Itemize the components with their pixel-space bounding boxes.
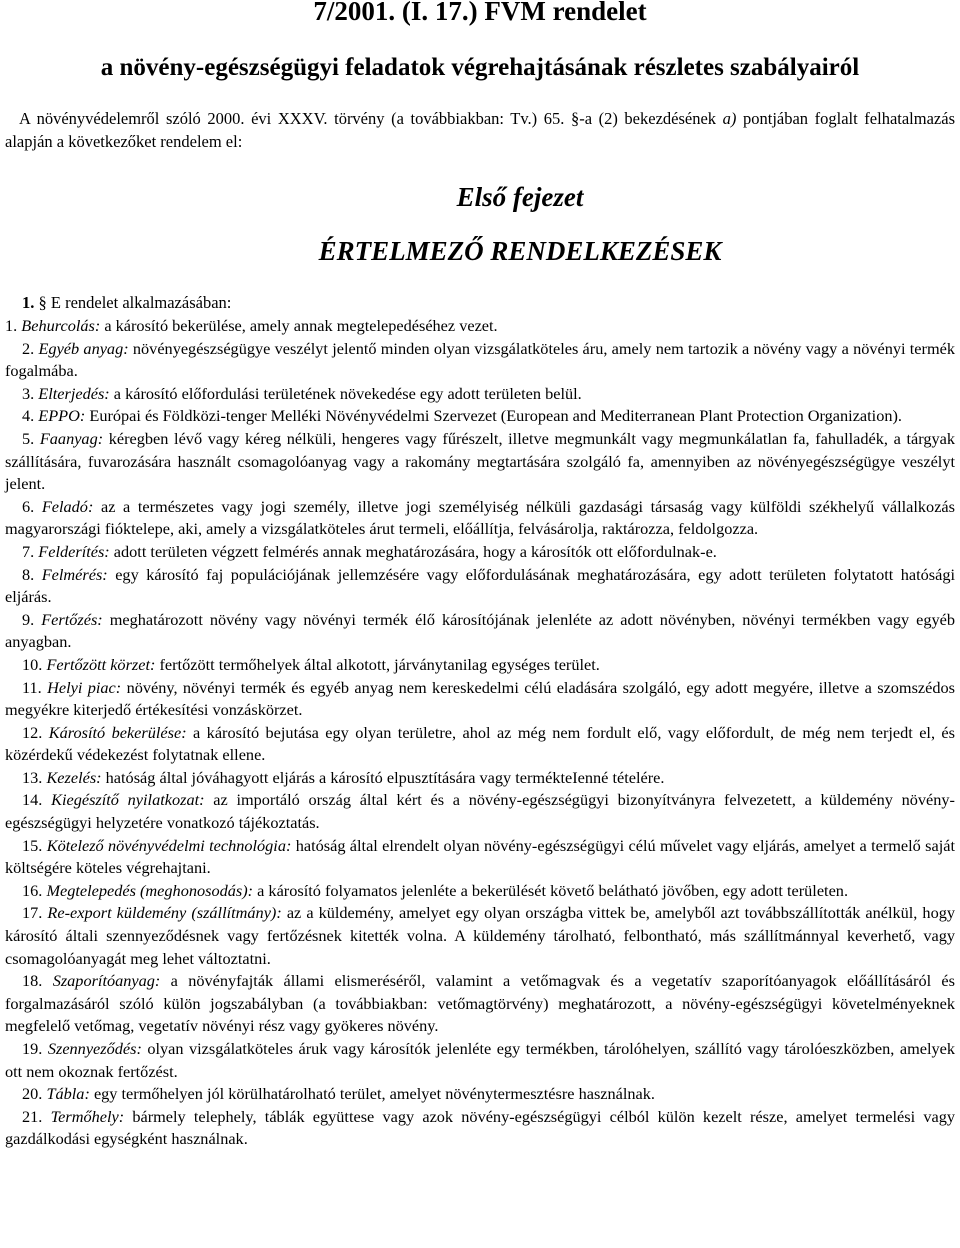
definition-text: olyan vizsgálatköteles áruk vagy károsítók jelenléte egy termékben, tárolóhelyen, szállító vagy tárolóeszközben, amelyek ott nem okoznak fertőzést. — [5, 1039, 955, 1081]
definition-term: Megtelepedés (meghonosodás): — [46, 880, 254, 900]
definition-item — [5, 405, 955, 428]
definition-text: kéregben lévő vagy kéreg nélküli, hengeres vagy fűrészelt, illetve megmunkált vagy megmunkálatlan fa, fahulladék, a tárgyak szállítására, fuvarozására használt csomagolóanyag vagy a rakomány megtartására szolgáló fa, amennyiben az növényegészségügye veszélyt jelent. — [5, 428, 955, 494]
definition-item — [5, 1083, 955, 1106]
section-text: E rendelet alkalmazásában: — [46, 293, 232, 312]
definition-number: 21. — [22, 1106, 43, 1126]
chapter-subtitle: ÉRTELMEZŐ RENDELKEZÉSEK — [318, 236, 722, 266]
definition-item — [5, 1106, 955, 1151]
definition-term: Kiegészítő nyilatkozat: — [51, 790, 205, 810]
definition-term: Felderítés: — [38, 541, 110, 561]
intro-italic: a) — [722, 109, 737, 128]
definition-text: Európai és Földközi-tenger Melléki Növényvédelmi Szervezet (European and Mediterranean Plant Protection Organization). — [85, 406, 902, 426]
definition-text: növény, növényi termék és egyéb anyag nem kereskedelmi célú eladására szolgáló, egy adott megyére, illetve a szomszédos megyékre kiterjedő értékesítési vonzáskörzet. — [5, 677, 956, 720]
intro-after: pontjában foglalt felhatalmazás alapján a következőket rendelem el: — [5, 109, 955, 151]
definition-item — [5, 722, 955, 767]
definition-number: 2. — [22, 338, 35, 358]
definition-number: 1. — [5, 316, 18, 335]
intro-before: A növényvédelemről szóló 2000. évi XXXV. törvény (a továbbiakban: Tv.) 65. §-a (2) bekezdésének — [19, 109, 723, 128]
definition-item — [5, 383, 955, 406]
definition-text: a növényfajták állami elismeréséről, valamint a vetőmagvak és a vegetatív szaporítóanyagok előállításáról és forgalmazásáról szóló külön jogszabályban (a továbbiakban: vetőmagtörvény) meghatározott, a növény-egészségügyi követelményeknek megfelelő vetőmag, vegetatív növényi rész vagy gyökeres növény. — [5, 971, 955, 1036]
definition-item — [5, 1038, 955, 1083]
definition-item — [5, 315, 955, 338]
definition-item — [5, 767, 955, 790]
chapter-title: Első fejezet — [456, 182, 584, 212]
definition-term: Szennyeződés: — [47, 1039, 142, 1058]
definition-item — [5, 835, 955, 880]
definition-item — [5, 970, 955, 1038]
definition-term: Faanyag: — [39, 428, 104, 448]
definition-item — [5, 338, 955, 383]
definition-number: 5. — [22, 428, 35, 448]
definition-term: Károsító bekerülése: — [48, 722, 187, 742]
section-heading — [22, 292, 231, 314]
definition-number: 13. — [22, 767, 43, 787]
definition-term: Felmérés: — [41, 564, 108, 584]
definition-number: 14. — [22, 790, 43, 810]
definition-number: 19. — [22, 1039, 43, 1058]
definition-text: egy károsító faj populációjának jellemzésére vagy előfordulásának meghatározására, egy adott területen folytatott hatósági eljárás. — [5, 564, 956, 607]
definition-item — [5, 902, 955, 970]
section-sign: § — [38, 293, 47, 312]
definition-number: 16. — [22, 880, 43, 900]
definition-number: 12. — [22, 722, 43, 742]
definition-item — [5, 541, 955, 564]
definition-text: bármely telephely, táblák együttese vagy azok növény-egészségügyi célból külön kezelt része, amelyet termelési vagy gazdálkodási egységként használnak. — [5, 1106, 956, 1149]
definition-number: 9. — [22, 609, 35, 629]
definition-text: adott területen végzett felmérés annak meghatározására, hogy a károsítók ott előfordulnak-e. — [109, 541, 717, 561]
definitions-list — [5, 315, 955, 1151]
definition-item — [5, 609, 955, 654]
definition-text: fertőzött termőhelyek által alkotott, járványtanilag egységes terület. — [155, 654, 600, 674]
definition-number: 6. — [22, 496, 35, 516]
definition-text: növényegészségügye veszélyt jelentő minden olyan vizsgálatköteles áru, amely nem tartozik a növény vagy a növényi termék fogalmába. — [5, 338, 955, 381]
definition-term: Szaporítóanyag: — [52, 971, 161, 991]
definition-number: 8. — [22, 564, 35, 584]
definition-number: 7. — [22, 541, 35, 561]
definition-number: 18. — [22, 971, 43, 991]
definition-text: az a küldemény, amelyet egy olyan országba vittek be, amelyből azt továbbszállították anélkül, hogy károsító általi szennyeződésnek vagy fertőzésnek kitették volna. A küldemény tárolható, felbontható, más szállítmánnyal keverhető, vagy csomagolóanyagát meg lehet változtatni. — [5, 903, 955, 968]
definition-term: Helyi piac: — [47, 677, 122, 697]
definition-number: 10. — [22, 654, 43, 674]
document-title: 7/2001. (I. 17.) FVM rendelet — [313, 0, 647, 26]
document-subtitle: a növény-egészségügyi feladatok végrehajtásának részletes szabályairól — [100, 54, 860, 81]
definition-text: hatóság által elrendelt olyan növény-egészségügyi célú művelet vagy eljárás, amelyet a termelő saját költségére köteles végrehajtani. — [5, 835, 955, 878]
definition-term: Feladó: — [41, 496, 94, 516]
definition-number: 4. — [22, 406, 35, 426]
definition-text: egy termőhelyen jól körülhatárolható terület, amelyet növénytermesztésre használnak. — [89, 1084, 655, 1104]
definition-text: meghatározott növény vagy növényi termék élő károsítójának jelenléte az adott növényben, növényi termékben vagy egyéb anyagban. — [5, 609, 955, 652]
definition-term: Fertőzött körzet: — [46, 654, 156, 674]
definition-text: a károsító folyamatos jelenléte a bekerülését követő belátható jövőben, egy adott területen. — [253, 880, 849, 900]
definition-term: Termőhely: — [50, 1106, 125, 1126]
section-number: 1. — [22, 293, 35, 312]
definition-number: 11. — [22, 677, 42, 697]
definition-number: 17. — [22, 903, 43, 923]
definition-text: az a természetes vagy jogi személy, illetve jogi személyiség nélküli gazdasági társaság vagy külföldi székhelyű vállalkozás magyarországi fióktelepe, aki, amely a vizsgálatköteles árut termeli, előállítja, felvásárolja, raktározza, feldolgozza. — [5, 496, 955, 539]
definition-number: 15. — [22, 835, 43, 855]
definition-term: Kezelés: — [46, 767, 102, 787]
definition-term: Behurcolás: — [21, 316, 101, 335]
definition-term: Elterjedés: — [38, 383, 110, 403]
definition-number: 20. — [22, 1084, 43, 1104]
definition-text: hatóság által jóváhagyott eljárás a károsító elpusztítására vagy termékteIenné tételére. — [101, 767, 665, 787]
definition-item — [5, 789, 955, 834]
definition-item — [5, 654, 955, 677]
definition-item — [5, 564, 955, 609]
definition-text: az importáló ország által kért és a növény-egészségügyi bizonyítványra felvezetett, a küldemény növény-egészségügyi helyzetére vonatkozó tájékoztatás. — [5, 790, 955, 833]
definition-term: Egyéb anyag: — [38, 338, 129, 358]
definition-term: Kötelező növényvédelmi technológia: — [46, 835, 292, 855]
definition-item — [5, 677, 955, 722]
definition-item — [5, 496, 955, 541]
definition-term: Re-export küldemény (szállítmány): — [47, 903, 282, 923]
definition-term: Fertőzés: — [41, 609, 103, 629]
definition-text: a károsító bejutása egy olyan területre, ahol az még nem fordult elő, vagy előfordult, de még nem terjedt el, és közérdekű védekezést folytatnak ellene. — [5, 722, 955, 765]
definition-item — [5, 880, 955, 903]
definition-text: a károsító előfordulási területének növekedése egy adott területen belül. — [109, 383, 582, 403]
definition-term: Tábla: — [46, 1084, 90, 1104]
definition-number: 3. — [22, 383, 35, 403]
intro-paragraph — [5, 108, 955, 153]
definition-item — [5, 428, 955, 496]
definition-text: a károsító bekerülése, amely annak megtelepedéséhez vezet. — [100, 316, 498, 335]
definition-term: EPPO: — [38, 406, 86, 426]
